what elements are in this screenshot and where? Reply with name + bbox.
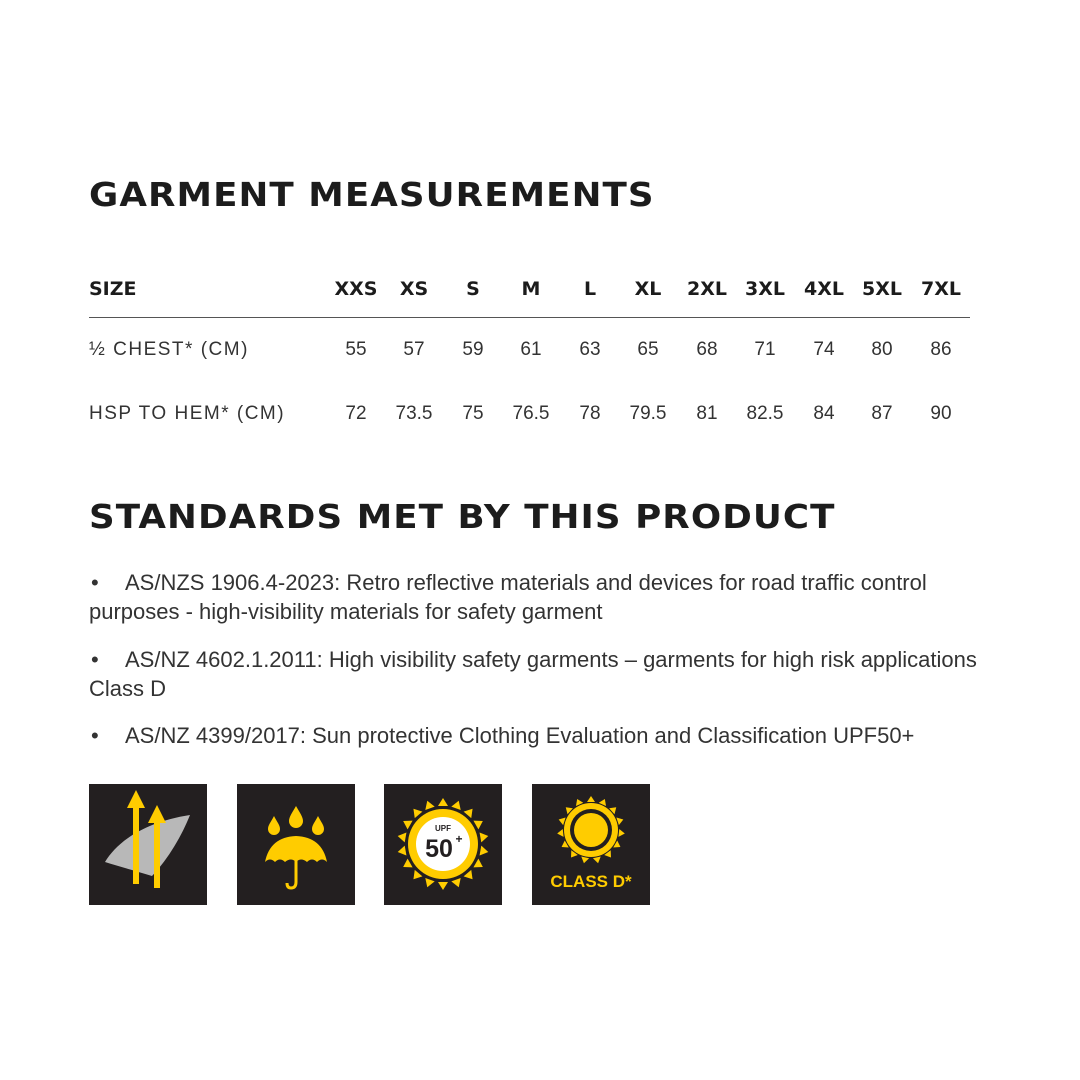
reflective-tape-icon (89, 784, 207, 905)
upf-plus: + (455, 832, 463, 846)
table-cell: 84 (813, 403, 835, 424)
bullet: • (91, 570, 99, 595)
table-cell: 61 (520, 339, 542, 360)
rain-umbrella-icon (237, 784, 355, 905)
size-header: M (521, 278, 541, 300)
table-cell: 68 (696, 339, 718, 360)
size-header: 4XL (804, 278, 844, 300)
table-cell: 90 (930, 403, 952, 424)
class-d-label: CLASS D* (550, 872, 632, 891)
table-cell: 74 (813, 339, 835, 360)
reflective-badge (89, 784, 207, 905)
standard-text: AS/NZ 4399/2017: Sun protective Clothing Evaluation and Classification UPF50+ (125, 723, 915, 748)
bullet: • (91, 723, 99, 748)
standard-item (89, 721, 989, 750)
standard-item (89, 568, 989, 626)
table-cell: 78 (579, 403, 601, 424)
table-divider (89, 317, 970, 318)
table-cell: 76.5 (512, 403, 550, 424)
size-header: 2XL (687, 278, 727, 300)
table-cell: 59 (462, 339, 484, 360)
table-cell: 72 (345, 403, 367, 424)
size-header: L (583, 278, 597, 300)
table-cell: 63 (579, 339, 601, 360)
table-cell: 55 (345, 339, 367, 360)
size-header: 5XL (862, 278, 902, 300)
upf-value: 50 (425, 835, 453, 863)
size-header-row (89, 274, 970, 304)
size-header: XXS (334, 278, 378, 300)
standard-text: AS/NZS 1906.4-2023: Retro reflective materials and devices for road traffic control purposes - high-visibility materials for safety garment (89, 570, 927, 624)
bullet: • (91, 647, 99, 672)
standard-text: AS/NZ 4602.1.2011: High visibility safety garments – garments for high risk applications Class D (89, 647, 977, 701)
class-d-sun-icon (532, 784, 650, 905)
table-cell: 82.5 (746, 403, 784, 424)
upf-sun-icon (384, 784, 502, 905)
row-label: HSP TO HEM* (CM) (89, 403, 286, 424)
standards-heading: STANDARDS MET BY THIS PRODUCT (89, 497, 836, 536)
table-cell: 79.5 (629, 403, 667, 424)
size-header: XL (634, 278, 662, 300)
table-cell: 80 (871, 339, 893, 360)
upf-label: UPF (435, 824, 451, 833)
upf-badge (384, 784, 502, 905)
standard-item (89, 645, 989, 703)
size-column-label: SIZE (89, 278, 137, 300)
class-d-badge (532, 784, 650, 905)
table-row-hsp-to-hem (89, 399, 970, 429)
table-cell: 65 (637, 339, 659, 360)
table-cell: 87 (871, 403, 893, 424)
size-header: 7XL (921, 278, 961, 300)
table-row-chest (89, 335, 970, 365)
row-label: ½ CHEST* (CM) (89, 339, 249, 360)
size-header: XS (399, 278, 429, 300)
table-cell: 57 (403, 339, 425, 360)
garment-measurements-heading: GARMENT MEASUREMENTS (89, 175, 655, 214)
table-cell: 81 (696, 403, 718, 424)
table-cell: 71 (754, 339, 776, 360)
waterproof-badge (237, 784, 355, 905)
size-header: S (466, 278, 480, 300)
table-cell: 75 (462, 403, 484, 424)
size-header: 3XL (745, 278, 785, 300)
table-cell: 73.5 (395, 403, 433, 424)
table-cell: 86 (930, 339, 952, 360)
